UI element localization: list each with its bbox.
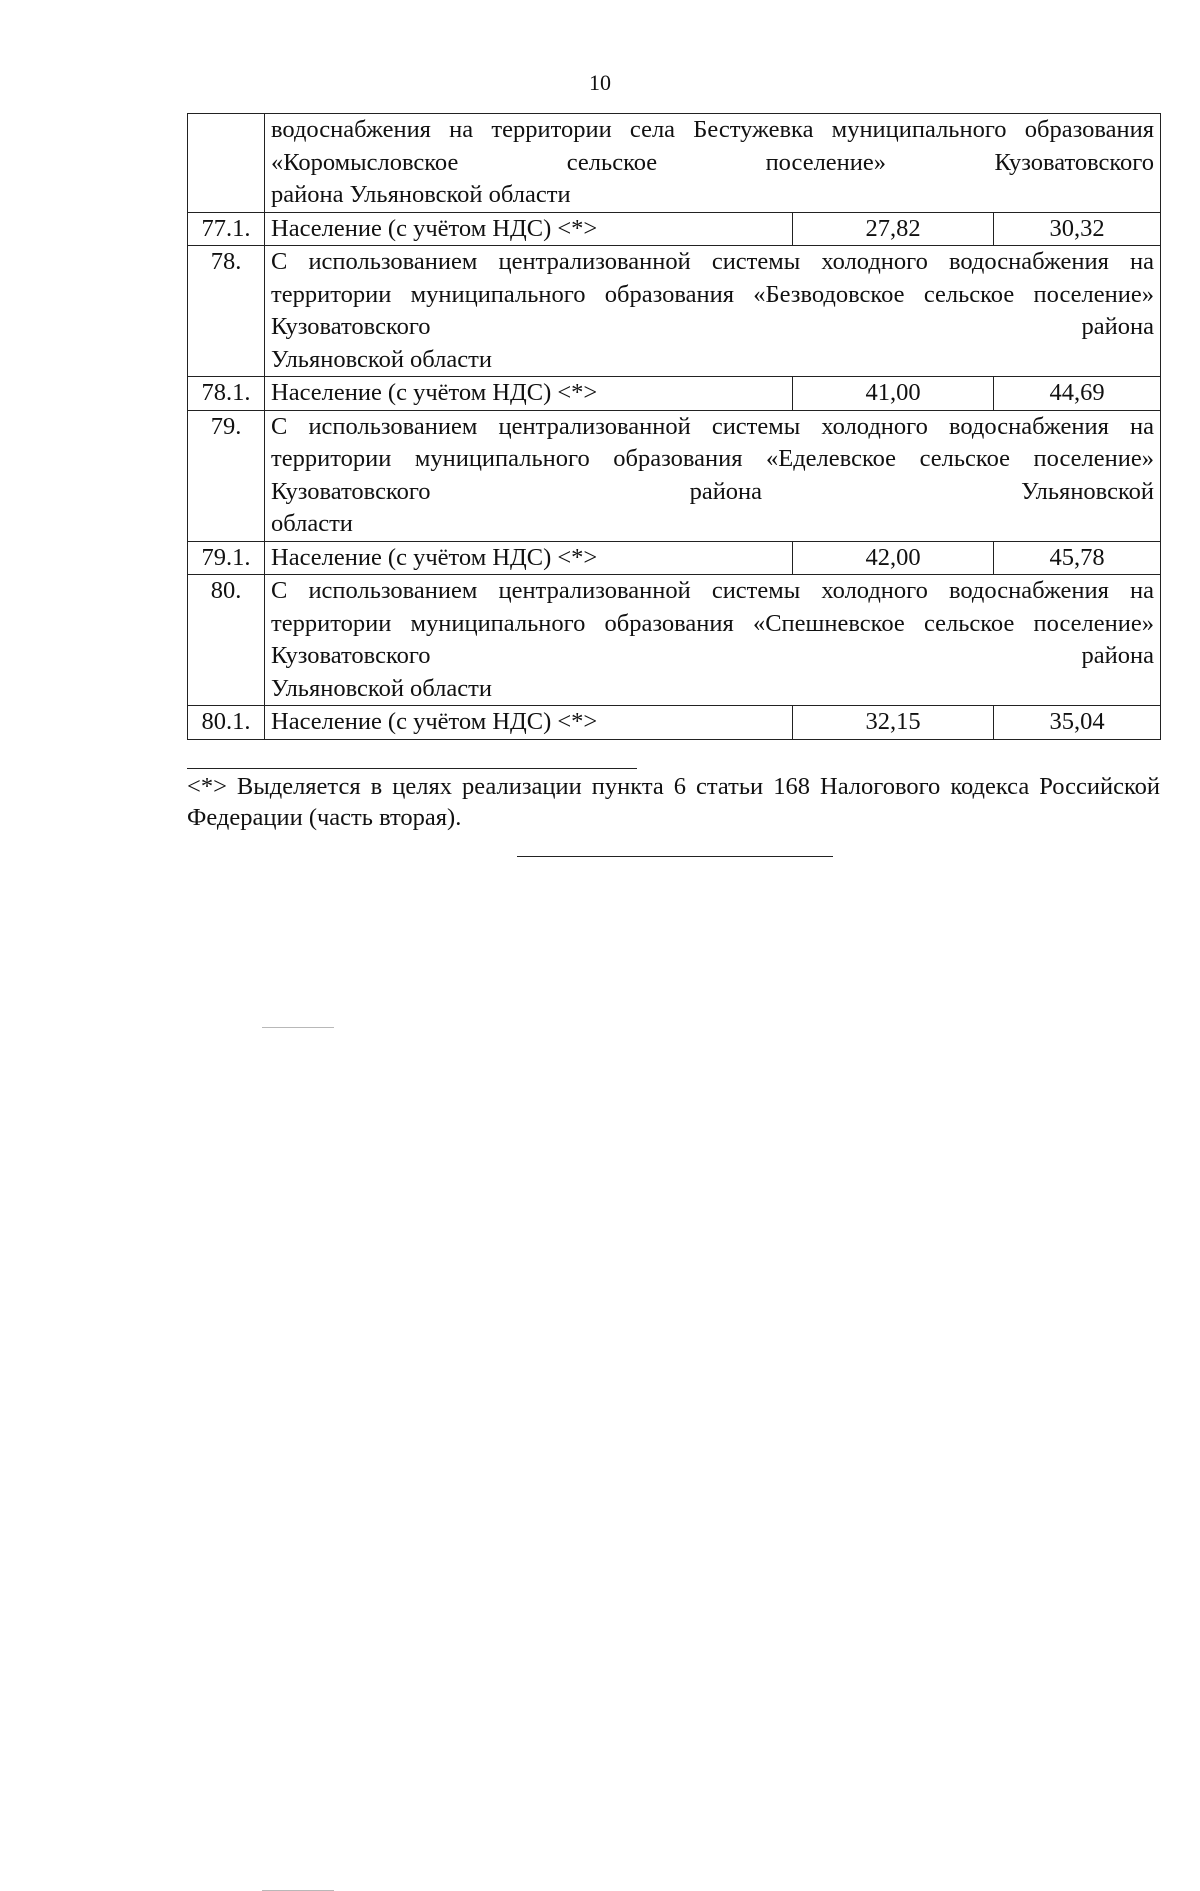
consumer-label: Население (с учётом НДС) <*> bbox=[265, 706, 793, 740]
consumer-label: Население (с учётом НДС) <*> bbox=[265, 212, 793, 246]
footnote: <*> Выделяется в целях реализации пункта 6 статьи 168 Налогового кодекса Российской Федерации (часть вторая). bbox=[187, 773, 1160, 831]
section-description-text: С использованием централизованной системы холодного водоснабжения на территории муниципального образования «Спешневское сельское поселение» Кузоватовского района bbox=[271, 577, 1154, 669]
row-number: 80. bbox=[188, 575, 265, 706]
section-description bbox=[265, 410, 1161, 541]
row-number: 79.1. bbox=[188, 541, 265, 575]
tariff-value-period-2: 30,32 bbox=[994, 212, 1161, 246]
end-of-document-rule bbox=[517, 856, 833, 857]
table-row-section bbox=[188, 575, 1161, 706]
section-description bbox=[265, 246, 1161, 377]
section-description-text: С использованием централизованной системы холодного водоснабжения на территории муниципального образования «Еделевское сельское поселение» Кузоватовского района Ульяновской bbox=[271, 412, 1154, 505]
consumer-label: Население (с учётом НДС) <*> bbox=[265, 541, 793, 575]
table-row-tariff bbox=[188, 541, 1161, 575]
consumer-label: Население (с учётом НДС) <*> bbox=[265, 377, 793, 411]
table-row-section bbox=[188, 410, 1161, 541]
table-row-section-continued bbox=[188, 114, 1161, 213]
section-description bbox=[265, 114, 1161, 213]
tariff-value-period-1: 42,00 bbox=[793, 541, 994, 575]
table-row-tariff bbox=[188, 706, 1161, 740]
section-description-tail: области bbox=[271, 510, 353, 537]
row-number: 79. bbox=[188, 410, 265, 541]
row-number: 77.1. bbox=[188, 212, 265, 246]
tariff-value-period-1: 41,00 bbox=[793, 377, 994, 411]
section-description-tail: Ульяновской области bbox=[271, 674, 492, 702]
tariff-value-period-2: 35,04 bbox=[994, 706, 1161, 740]
tariff-value-period-2: 45,78 bbox=[994, 541, 1161, 575]
section-description-text: водоснабжения на территории села Бестужевка муниципального образования «Коромысловское сельское поселение» Кузоватовского bbox=[271, 116, 1154, 176]
section-description bbox=[265, 575, 1161, 706]
row-number: 80.1. bbox=[188, 706, 265, 740]
row-number: 78.1. bbox=[188, 377, 265, 411]
section-description-text: С использованием централизованной системы холодного водоснабжения на территории муниципального образования «Безводовское сельское поселение» Кузоватовского района bbox=[271, 248, 1154, 340]
table-row-tariff bbox=[188, 377, 1161, 411]
section-description-tail: района Ульяновской области bbox=[271, 181, 571, 208]
section-description-tail: Ульяновской области bbox=[271, 345, 492, 373]
row-number: 78. bbox=[188, 246, 265, 377]
tariff-value-period-1: 27,82 bbox=[793, 212, 994, 246]
footnote-separator bbox=[187, 768, 637, 769]
table-row-section bbox=[188, 246, 1161, 377]
scan-artifact-line bbox=[262, 1027, 334, 1028]
row-number bbox=[188, 114, 265, 213]
tariff-table bbox=[187, 113, 1161, 740]
tariff-value-period-2: 44,69 bbox=[994, 377, 1161, 411]
tariff-value-period-1: 32,15 bbox=[793, 706, 994, 740]
table-row-tariff bbox=[188, 212, 1161, 246]
page-number: 10 bbox=[589, 70, 611, 95]
